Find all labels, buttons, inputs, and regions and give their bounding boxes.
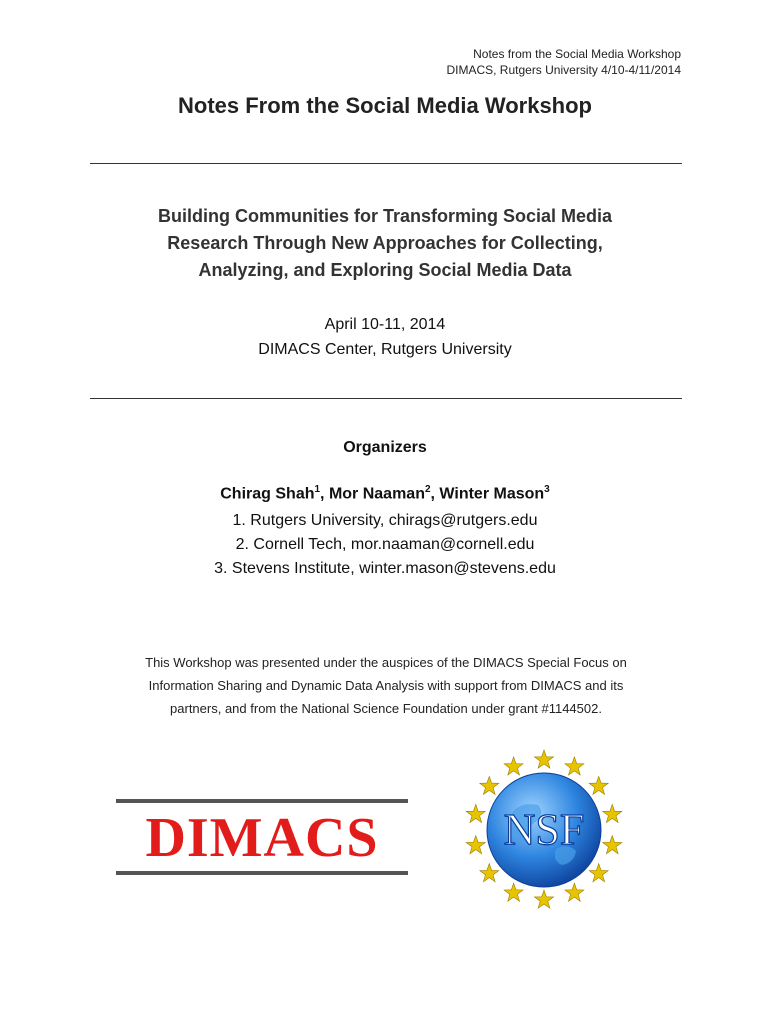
acknowledgement-line-2: Information Sharing and Dynamic Data Analysis with support from DIMACS and its	[148, 678, 624, 693]
event-info	[0, 312, 770, 362]
organizer-affiliation-mark: 3	[544, 484, 550, 495]
workshop-subtitle	[0, 203, 770, 284]
nsf-star	[589, 864, 608, 882]
organizer-name: Mor Naaman	[328, 485, 425, 503]
running-header-venue: DIMACS, Rutgers University 4/10-4/11/2014	[446, 63, 681, 77]
organizer-name: Winter Mason	[439, 485, 545, 503]
nsf-star	[603, 804, 622, 822]
name-separator: ,	[430, 485, 440, 503]
nsf-logo	[464, 745, 624, 913]
organizer-affiliation-mark: 2	[424, 484, 431, 495]
subtitle-line-3: Analyzing, and Exploring Social Media Data	[198, 260, 572, 280]
nsf-star	[535, 750, 554, 768]
nsf-star	[565, 757, 584, 775]
dimacs-logo-bottom-bar	[116, 871, 408, 875]
acknowledgement-paragraph	[95, 651, 677, 720]
nsf-star	[480, 776, 499, 794]
running-header-title: Notes from the Social Media Workshop	[473, 47, 681, 61]
organizer-affiliations	[0, 509, 770, 581]
nsf-logo-text: NSF	[503, 805, 585, 854]
top-divider	[90, 163, 682, 164]
dimacs-logo	[116, 797, 408, 877]
event-date: April 10-11, 2014	[324, 316, 446, 333]
affiliation-line: 3. Stevens Institute, winter.mason@stevens.edu	[214, 560, 556, 577]
organizer-affiliation-mark: 1	[314, 484, 321, 495]
nsf-star	[504, 883, 523, 901]
event-location: DIMACS Center, Rutgers University	[258, 341, 512, 358]
nsf-star	[565, 883, 584, 901]
affiliation-line: 1. Rutgers University, chirags@rutgers.edu	[232, 512, 538, 529]
nsf-star	[603, 836, 622, 854]
dimacs-logo-top-bar	[116, 799, 408, 803]
organizer-names	[0, 484, 770, 503]
running-header	[446, 46, 681, 78]
dimacs-logo-text: DIMACS	[145, 807, 379, 869]
organizers-heading: Organizers	[343, 439, 427, 456]
nsf-star	[535, 890, 554, 908]
nsf-star	[466, 804, 485, 822]
affiliation-line: 2. Cornell Tech, mor.naaman@cornell.edu	[235, 536, 535, 553]
nsf-star	[466, 836, 485, 854]
document-title: Notes From the Social Media Workshop	[178, 93, 592, 118]
subtitle-line-2: Research Through New Approaches for Collecting,	[167, 233, 603, 253]
organizer-name: Chirag Shah	[220, 485, 315, 503]
acknowledgement-line-1: This Workshop was presented under the auspices of the DIMACS Special Focus on	[145, 655, 627, 670]
acknowledgement-line-3: partners, and from the National Science Foundation under grant #1144502.	[170, 701, 602, 716]
nsf-star	[589, 776, 608, 794]
nsf-star	[480, 864, 499, 882]
middle-divider	[90, 398, 682, 399]
name-separator: ,	[320, 485, 329, 503]
nsf-star	[504, 757, 523, 775]
subtitle-line-1: Building Communities for Transforming Social Media	[157, 206, 613, 226]
